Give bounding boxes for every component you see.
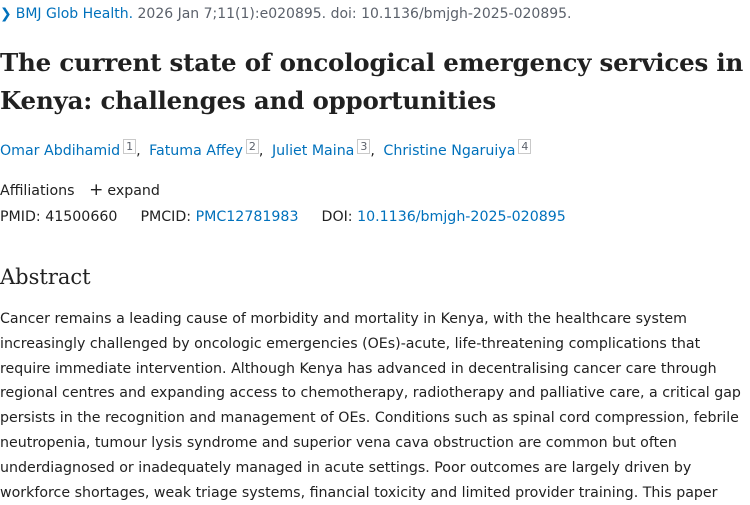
author-link[interactable]: Juliet Maina — [271, 143, 355, 159]
expand-label: expand — [107, 183, 160, 199]
citation-details: 2026 Jan 7;11(1):e020895. doi: 10.1136/bmjgh-2025-020895. — [133, 6, 572, 22]
expand-affiliations-button[interactable] — [89, 180, 160, 200]
author-item — [149, 140, 267, 159]
article-title: The current state of oncological emergency services in Kenya: challenges and opportunities — [0, 48, 744, 115]
affiliations-label: Affiliations — [0, 183, 75, 199]
identifiers-row — [0, 206, 566, 228]
author-item — [271, 140, 379, 159]
pmcid-label: PMCID: — [140, 209, 192, 225]
author-separator: , — [136, 143, 141, 159]
chevron-right-icon[interactable]: ❯ — [0, 6, 12, 22]
author-item — [383, 140, 531, 159]
abstract-heading: Abstract — [0, 265, 91, 289]
affiliation-number[interactable]: 2 — [246, 139, 259, 154]
doi-link[interactable]: 10.1136/bmjgh-2025-020895 — [357, 209, 566, 225]
affiliation-number[interactable]: 1 — [123, 139, 136, 154]
author-link[interactable]: Christine Ngaruiya — [383, 143, 516, 159]
affiliations-row — [0, 179, 160, 202]
author-separator: , — [370, 143, 375, 159]
plus-icon: + — [89, 180, 104, 200]
affiliation-number[interactable]: 4 — [518, 139, 531, 154]
author-item — [0, 140, 145, 159]
author-separator: , — [258, 143, 264, 159]
author-list — [0, 140, 531, 162]
pmid-value: 41500660 — [45, 209, 118, 225]
abstract-text: Cancer remains a leading cause of morbidity and mortality in Kenya, with the healthcare system increasingly challenged by oncologic emergencies (OEs)-acute, life-threatening complications that require immediate intervention. Although Kenya has advanced in decentralising cancer care through regional centres and expanding access to chemotherapy, radiotherapy and palliative care, a critical gap persists in the recognition and management of OEs. Conditions such as spinal cord compression, febrile neutropenia, tumour lysis syndrome and superior vena cava obstruction are common but often underdiagnosed or inadequately managed in acute settings. Poor outcomes are largely driven by workforce shortages, weak triage systems, financial toxicity and limited provider training. This paper — [0, 311, 741, 501]
author-link[interactable]: Omar Abdihamid — [0, 143, 121, 159]
journal-link[interactable]: BMJ Glob Health. — [15, 6, 134, 22]
author-link[interactable]: Fatuma Affey — [149, 143, 243, 159]
citation-line — [0, 4, 572, 24]
doi-label: DOI: — [321, 209, 353, 225]
pmid-label: PMID: — [0, 209, 41, 225]
affiliation-number[interactable]: 3 — [357, 139, 370, 154]
pmcid-link[interactable]: PMC12781983 — [195, 209, 299, 225]
